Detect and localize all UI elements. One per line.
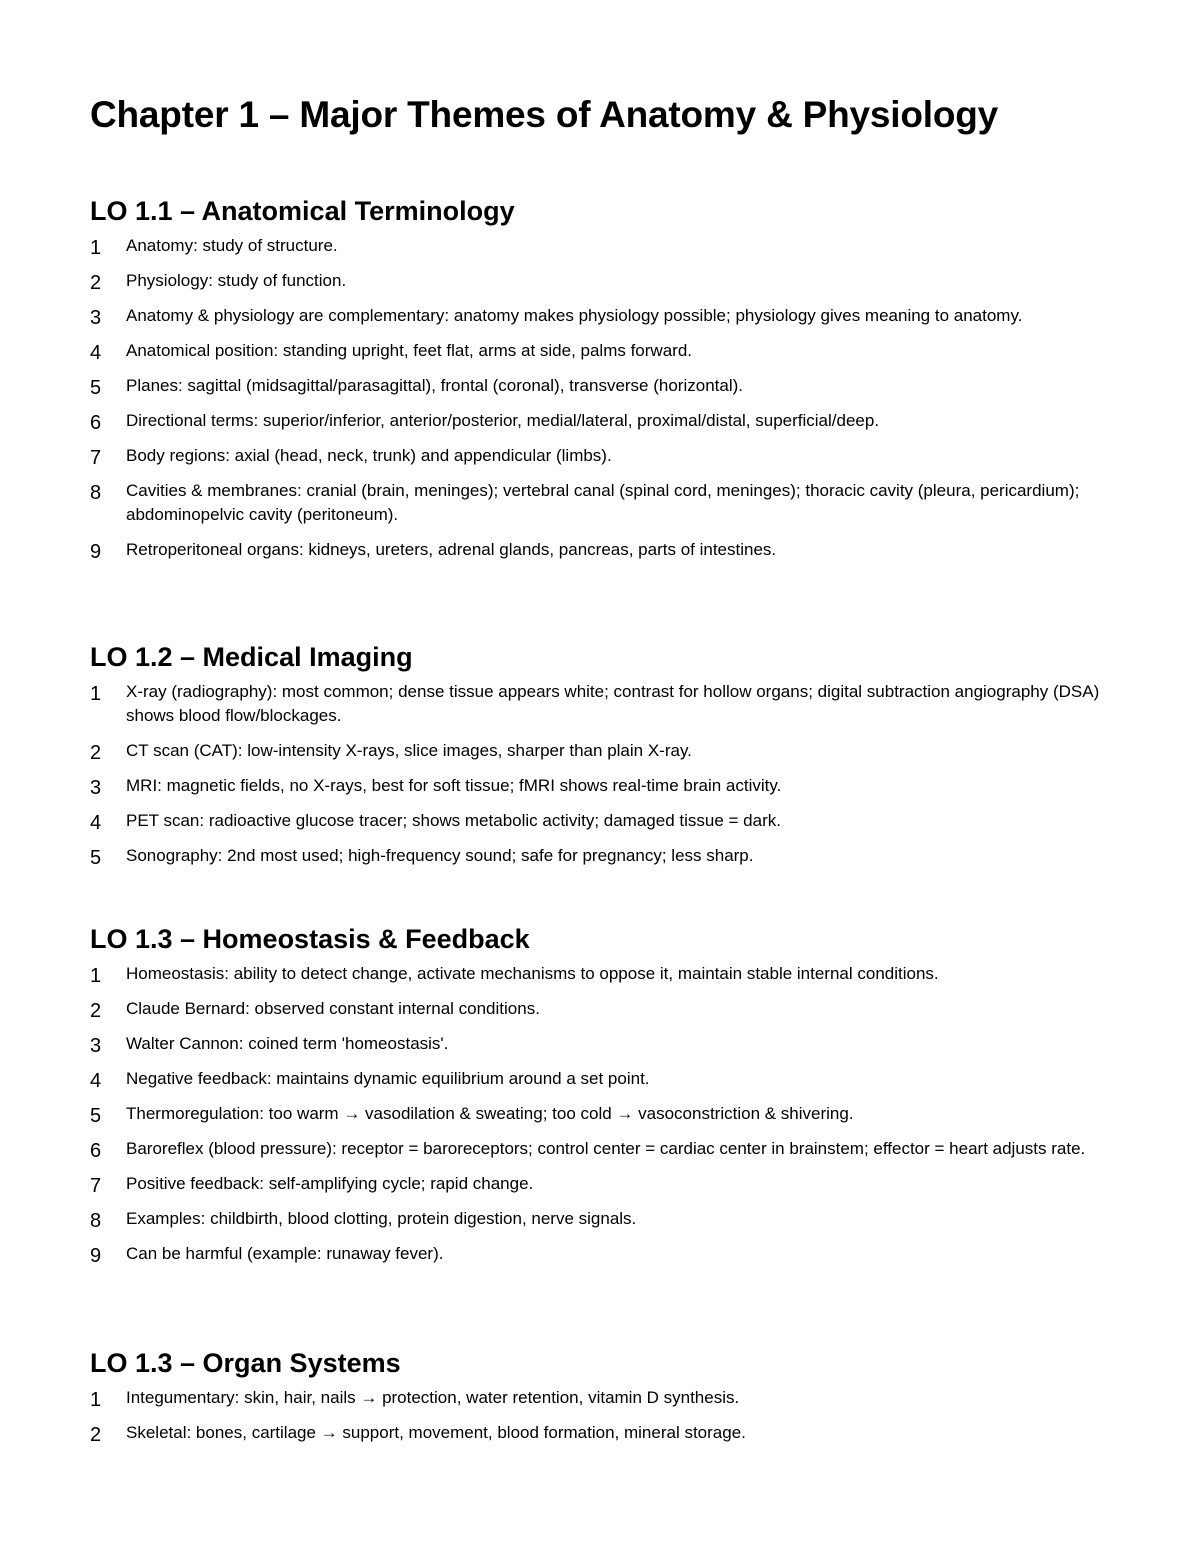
item-text: Body regions: axial (head, neck, trunk) and appendicular (limbs). [126,446,612,465]
list-item [90,479,1120,527]
item-text: CT scan (CAT): low-intensity X-rays, slice images, sharper than plain X-ray. [126,741,692,760]
section-title: LO 1.3 – Organ Systems [90,1348,401,1378]
item-text: Baroreflex (blood pressure): receptor = baroreceptors; control center = cardiac center in brainstem; effector = heart adjusts rate. [126,1139,1086,1158]
section-homeostasis-feedback [90,922,1120,1277]
list-item [90,680,1120,728]
item-number: 8 [90,482,102,504]
item-number: 9 [90,1245,102,1267]
item-text: Examples: childbirth, blood clotting, protein digestion, nerve signals. [126,1209,637,1228]
section-anatomical-terminology [90,194,1120,573]
list-item [90,538,1120,562]
item-list [90,234,1120,562]
list-item [90,374,1120,398]
list-item [90,304,1120,328]
list-item [90,997,1120,1021]
section-title: LO 1.2 – Medical Imaging [90,642,413,672]
section-medical-imaging [90,640,1120,879]
item-number: 1 [90,1389,102,1411]
item-number: 9 [90,541,102,563]
list-item [90,962,1120,986]
item-number: 4 [90,812,102,834]
section-title: LO 1.1 – Anatomical Terminology [90,196,515,226]
item-number: 6 [90,412,102,434]
list-item [90,409,1120,433]
item-number: 3 [90,777,102,799]
list-item [90,1386,1120,1410]
item-text: X-ray (radiography): most common; dense tissue appears white; contrast for hollow organs; digital subtraction angiography (DSA) shows blood flow/blockages. [126,682,1100,725]
list-item [90,1102,1120,1126]
section-title: LO 1.3 – Homeostasis & Feedback [90,924,530,954]
list-item [90,339,1120,363]
item-text: Negative feedback: maintains dynamic equilibrium around a set point. [126,1069,650,1088]
item-list [90,962,1120,1266]
item-text: Anatomy & physiology are complementary: anatomy makes physiology possible; physiology gives meaning to anatomy. [126,306,1023,325]
item-number: 2 [90,1000,102,1022]
list-item [90,774,1120,798]
list-item [90,1207,1120,1231]
item-text: PET scan: radioactive glucose tracer; shows metabolic activity; damaged tissue = dark. [126,811,781,830]
list-item [90,234,1120,258]
item-number: 1 [90,683,102,705]
item-number: 7 [90,1175,102,1197]
item-text: Can be harmful (example: runaway fever). [126,1244,444,1263]
item-number: 4 [90,342,102,364]
item-text: Thermoregulation: too warm → vasodilation & sweating; too cold → vasoconstriction & shivering. [126,1104,854,1123]
list-item [90,1032,1120,1056]
item-text: Homeostasis: ability to detect change, activate mechanisms to oppose it, maintain stable internal conditions. [126,964,939,983]
item-text: Sonography: 2nd most used; high-frequency sound; safe for pregnancy; less sharp. [126,846,754,865]
list-item [90,444,1120,468]
chapter-title: Chapter 1 – Major Themes of Anatomy & Physiology [90,94,999,135]
list-item [90,269,1120,293]
item-number: 3 [90,307,102,329]
list-item [90,1067,1120,1091]
item-number: 2 [90,272,102,294]
list-item [90,1421,1120,1445]
item-number: 7 [90,447,102,469]
list-item [90,1137,1120,1161]
item-text: Integumentary: skin, hair, nails → protection, water retention, vitamin D synthesis. [126,1388,740,1407]
item-text: Positive feedback: self-amplifying cycle; rapid change. [126,1174,534,1193]
item-number: 5 [90,847,102,869]
list-item [90,739,1120,763]
item-text: Anatomical position: standing upright, feet flat, arms at side, palms forward. [126,341,692,360]
item-number: 2 [90,1424,102,1446]
item-number: 2 [90,742,102,764]
item-number: 4 [90,1070,102,1092]
item-text: Anatomy: study of structure. [126,236,338,255]
item-text: Claude Bernard: observed constant internal conditions. [126,999,540,1018]
item-number: 6 [90,1140,102,1162]
list-item [90,844,1120,868]
item-number: 5 [90,377,102,399]
item-text: Walter Cannon: coined term 'homeostasis'. [126,1034,449,1053]
item-number: 1 [90,237,102,259]
item-list [90,680,1120,868]
item-list [90,1386,1120,1445]
item-text: Cavities & membranes: cranial (brain, meninges); vertebral canal (spinal cord, meninges); thoracic cavity (pleura, pericardium); abdominopelvic cavity (peritoneum). [126,481,1080,524]
item-number: 1 [90,965,102,987]
item-text: MRI: magnetic fields, no X-rays, best for soft tissue; fMRI shows real-time brain activity. [126,776,782,795]
item-text: Retroperitoneal organs: kidneys, ureters, adrenal glands, pancreas, parts of intestines. [126,540,777,559]
section-organ-systems [90,1346,1120,1456]
item-text: Skeletal: bones, cartilage → support, movement, blood formation, mineral storage. [126,1423,746,1442]
item-text: Physiology: study of function. [126,271,347,290]
list-item [90,1172,1120,1196]
item-text: Planes: sagittal (midsagittal/parasagittal), frontal (coronal), transverse (horizontal). [126,376,743,395]
item-text: Directional terms: superior/inferior, anterior/posterior, medial/lateral, proximal/distal, superficial/deep. [126,411,880,430]
list-item [90,809,1120,833]
item-number: 5 [90,1105,102,1127]
list-item [90,1242,1120,1266]
item-number: 8 [90,1210,102,1232]
item-number: 3 [90,1035,102,1057]
